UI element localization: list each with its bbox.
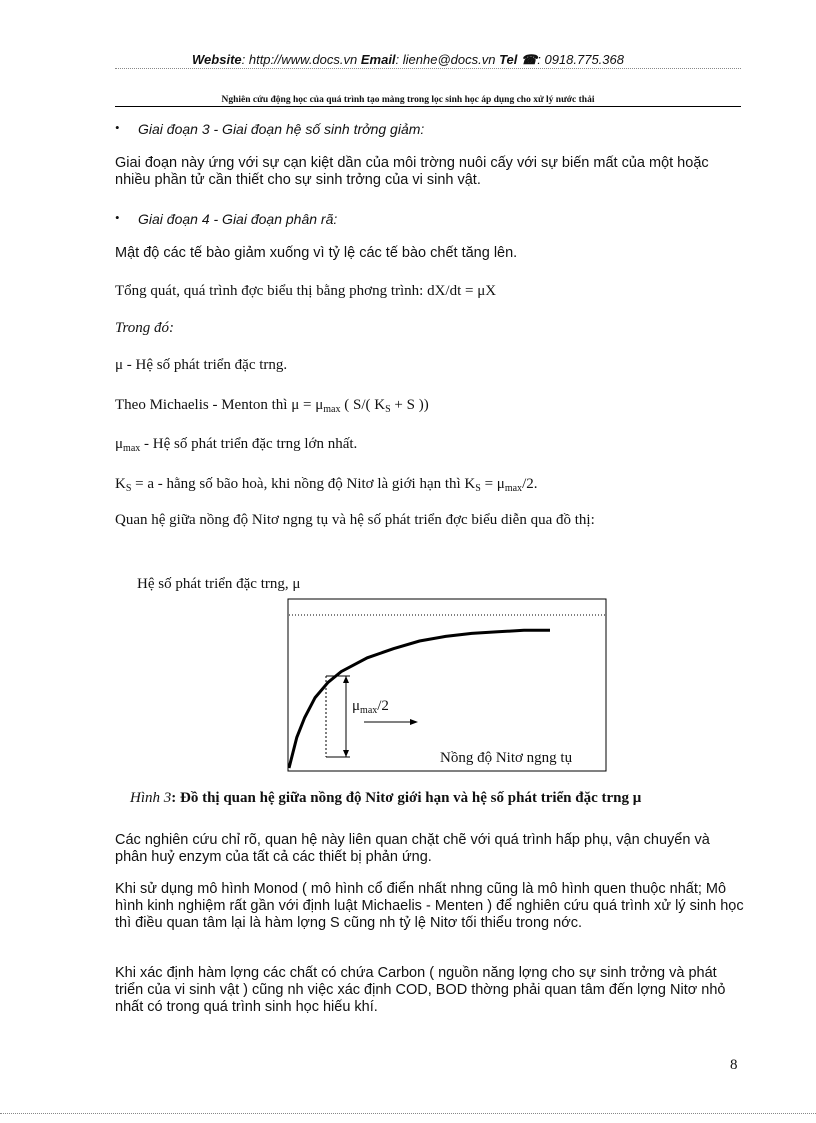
chart-ylabel: Hệ số phát triển đặc trng, μ (137, 576, 301, 592)
paragraph: Các nghiên cứu chỉ rõ, quan hệ này liên quan chặt chẽ với quá trình hấp phụ, vận chuyển và phân huỷ enzym của tất cả các thiết bị phản ứng. (115, 832, 710, 865)
chart-frame (288, 599, 606, 771)
phone-icon: ☎ (521, 52, 538, 67)
page-number: 8 (730, 1057, 738, 1073)
s-subscript: S (475, 483, 481, 494)
half-mu-symbol: μ (352, 698, 361, 714)
tel-value: : 0918.775.368 (537, 52, 624, 67)
michaelis-end: + S )) (390, 397, 429, 413)
paragraph: Khi xác định hàm lợng các chất có chứa Carbon ( nguồn năng lợng cho sự sinh trởng và phát triển của vi sinh vật ) cũng nh việc xác định COD, BOD thờng phải quan tâm đến lợng Nitơ nhỏ nhất có trong quá trình sinh học hiếu khí. (115, 965, 726, 1015)
figure-label: Hình 3 (130, 790, 172, 806)
s-subscript: S (125, 483, 132, 494)
s-subscript: S (385, 404, 391, 415)
document-subtitle: Nghiên cứu động học của quá trình tạo màng trong lọc sinh học áp dụng cho xử lý nước thải (221, 95, 595, 105)
email-value[interactable]: : lienhe@docs.vn (395, 52, 496, 67)
paragraph: Khi sử dụng mô hình Monod ( mô hình cổ điển nhất nhng cũng là mô hình quen thuộc nhất; Mô hình kinh nghiệm rất gần với định luật Michaelis - Menten ) để nghiên cứu quá trình xử lý sinh học thì điều quan tâm lại là hàm lợng S cũng nh tỷ lệ Nitơ tối thiểu trong nớc. (115, 881, 744, 931)
relation-text: Quan hệ giữa nồng độ Nitơ ngng tụ và hệ số phát triển đợc biểu diễn qua đồ thị: (115, 512, 595, 528)
x-axis-arrowhead (410, 719, 418, 725)
figure-caption-text: : Đồ thị quan hệ giữa nồng độ Nitơ giới hạn và hệ số phát triển đặc trng μ (171, 790, 642, 806)
mumax-text: - Hệ số phát triển đặc trng lớn nhất. (140, 436, 358, 452)
website-value[interactable]: : http://www.docs.vn (241, 52, 358, 67)
figure-caption (130, 790, 641, 807)
mumax-symbol: μ (115, 436, 124, 452)
ks-symbol: K (115, 476, 126, 492)
stage4-text: Mật độ các tế bào giảm xuống vì tỷ lệ các tế bào chết tăng lên. (115, 245, 518, 261)
growth-equation: dX/dt = μX (427, 283, 497, 299)
ks-eq: = μ (480, 476, 505, 492)
michaelis-mid: ( S/( K (340, 397, 386, 413)
max-subscript: max (360, 705, 378, 716)
ks-end: /2. (522, 476, 538, 492)
website-label: Website (192, 52, 242, 67)
stage4-title: Giai đoạn 4 - Giai đoạn phân rã: (138, 211, 338, 227)
max-subscript: max (504, 483, 523, 494)
bullet-icon: • (115, 120, 120, 135)
half-mu-suffix: /2 (377, 698, 389, 714)
tel-label: Tel (499, 52, 518, 67)
chart-xlabel: Nồng độ Nitơ ngng tụ (440, 750, 573, 766)
ks-text: = a - hằng số bão hoà, khi nồng độ Nitơ là giới hạn thì K (131, 476, 476, 492)
bullet-icon: • (115, 210, 120, 225)
where-label: Trong đó: (115, 320, 175, 336)
michaelis-text: Theo Michaelis - Menton thì μ = μ (115, 397, 324, 413)
max-subscript: max (323, 404, 341, 415)
stage3-text: Giai đoạn này ứng với sự cạn kiệt dần của môi trờng nuôi cấy với sự biến mất của một hoặc nhiều phần tử cần thiết cho sự sinh trởng của vi sinh vật. (115, 155, 709, 188)
mu-definition: μ - Hệ số phát triển đặc trng. (115, 357, 288, 373)
half-mu-label (352, 698, 389, 716)
footer-divider (0, 1113, 816, 1114)
stage3-title: Giai đoạn 3 - Giai đoạn hệ số sinh trởng giảm: (138, 121, 425, 137)
email-label: Email (360, 52, 396, 67)
growth-curve (289, 630, 550, 768)
general-formula-text: Tổng quát, quá trình đợc biểu thị bằng phơng trình: (115, 283, 428, 299)
max-subscript: max (123, 443, 141, 454)
